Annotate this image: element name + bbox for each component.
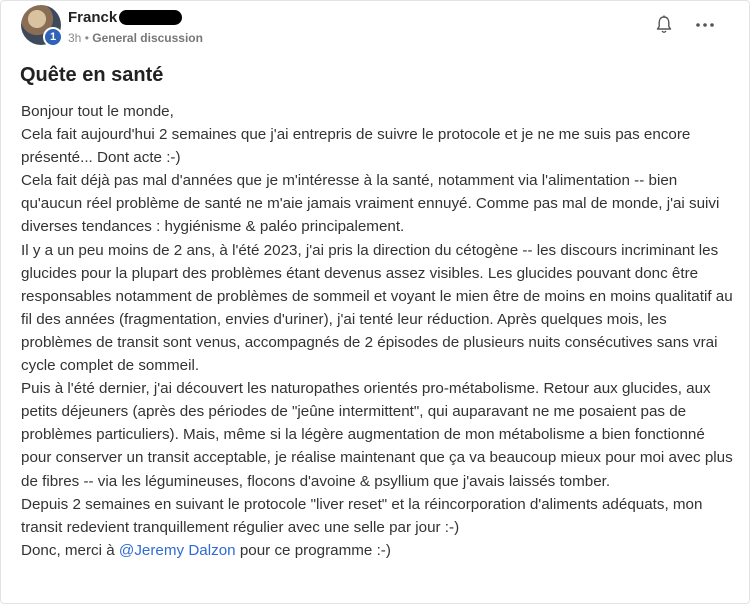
bell-icon[interactable] xyxy=(655,15,673,35)
meta-separator: • xyxy=(84,31,89,45)
paragraph-protocol: Depuis 2 semaines en suivant le protocole "liver reset" et la réincorporation d'aliments adéquats, mon transit redevient tranquillement régulier avec une selle par jour :-) xyxy=(21,495,703,536)
paragraph-keto: Il y a un peu moins de 2 ans, à l'été 2023, j'ai pris la direction du cétogène -- les discours incriminant les glucides pour la plupart des problèmes étant devenus assez visibles. Les glucides pouvant donc être responsables notamment de problèmes de sommeil et voyant le mien être de moins en moins qualitatif au fil des années (fragmentation, envies d'uriner), j'ai tenté leur réduction. Après quelques mois, les problèmes de transit sont venus, accompagnés de 2 épisodes de plusieurs nuits consécutives sans vrai cycle complet de sommeil. xyxy=(21,241,733,375)
post-body xyxy=(21,100,736,562)
paragraph-background: Cela fait déjà pas mal d'années que je m'intéresse à la santé, notamment via l'alimentation -- bien qu'aucun réel problème de santé ne m'aie jamais vraiment ennuyé. Comme pas mal de monde, j'ai suivi diverses tendances : hygiénisme & paléo principalement. xyxy=(21,172,720,236)
paragraph-thanks xyxy=(21,539,736,562)
post-title: Quête en santé xyxy=(20,64,164,86)
more-options-icon[interactable] xyxy=(695,15,715,35)
author-name[interactable]: Franck xyxy=(68,8,118,26)
post-header xyxy=(21,5,731,47)
paragraph-intro: Cela fait aujourd'hui 2 semaines que j'ai entrepris de suivre le protocole et je ne me suis pas encore présenté... Dont acte :-) xyxy=(21,126,691,167)
avatar[interactable] xyxy=(21,5,61,45)
thanks-prefix: Donc, merci à xyxy=(21,541,119,559)
thanks-suffix: pour ce programme :-) xyxy=(235,541,391,559)
paragraph-metabolism: Puis à l'été dernier, j'ai découvert les naturopathes orientés pro-métabolisme. Retour aux glucides, aux petits déjeuners (après des périodes de "jeûne intermittent", qui auparavant ne me posaient pas de problèmes particuliers). Mais, même si la légère augmentation de mon métabolisme a bien fonctionné pour conserver un transit acceptable, je réalise maintenant que ça va beaucoup mieux pour moi avec plus de fibres -- via les légumineuses, flocons d'avoine & psyllium que j'avais laissés tomber. xyxy=(21,380,733,490)
post-time: 3h xyxy=(68,31,82,45)
level-badge: 1 xyxy=(43,27,63,47)
author-row xyxy=(68,8,182,26)
redacted-surname xyxy=(119,10,182,25)
paragraph-greeting: Bonjour tout le monde, xyxy=(21,103,174,120)
group-link[interactable]: General discussion xyxy=(92,31,203,45)
user-mention[interactable]: @Jeremy Dalzon xyxy=(118,541,236,559)
post-meta xyxy=(68,31,203,45)
